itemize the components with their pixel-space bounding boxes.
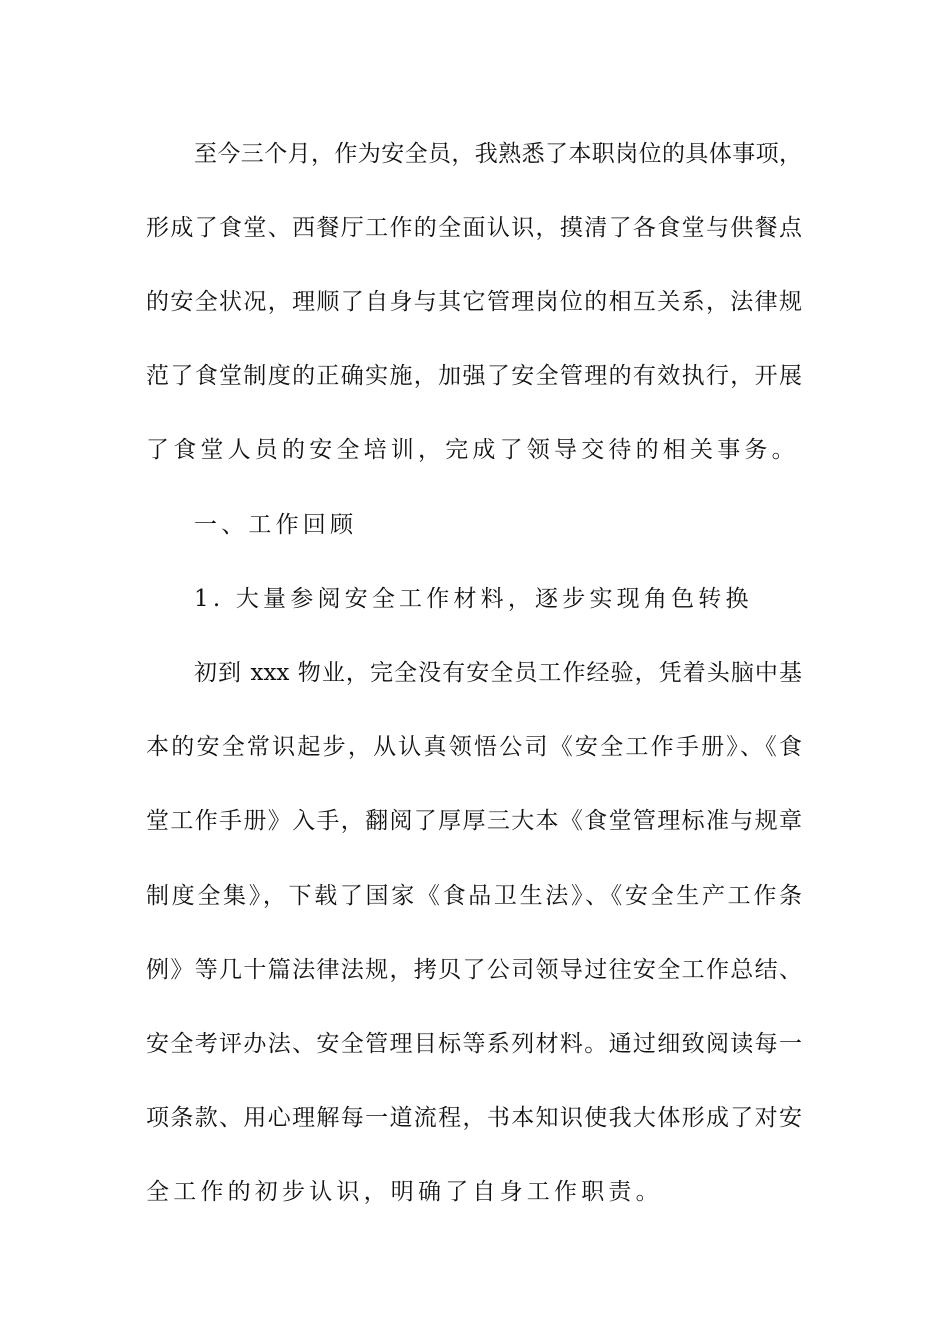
paragraph-1-line-2: 形成了食堂、西餐厅工作的全面认识，摸清了各食堂与供餐点 [146, 215, 802, 241]
paragraph-1-line-5: 了食堂人员的安全培训，完成了领导交待的相关事务。 [146, 437, 799, 463]
paragraph-1-line-3: 的安全状况，理顺了自身与其它管理岗位的相互关系，法律规 [146, 289, 802, 315]
paragraph-2-line-2: 本的安全常识起步，从认真领悟公司《安全工作手册》、《食 [146, 734, 802, 760]
paragraph-2-line-5: 例》等几十篇法律法规，拷贝了公司领导过往安全工作总结、 [146, 957, 802, 983]
paragraph-2-line-4: 制度全集》，下载了国家《食品卫生法》、《安全生产工作条 [146, 883, 802, 909]
paragraph-1-line-4: 范了食堂制度的正确实施，加强了安全管理的有效执行，开展 [146, 363, 802, 389]
paragraph-2-line-3: 堂工作手册》入手，翻阅了厚厚三大本《食堂管理标准与规章 [146, 808, 802, 834]
paragraph-2-line-6: 安全考评办法、安全管理目标等系列材料。通过细致阅读每一 [146, 1031, 802, 1057]
paragraph-1-line-1: 至今三个月，作为安全员，我熟悉了本职岗位的具体事项， [194, 141, 802, 167]
paragraph-2-line-1: 初到 xxx 物业，完全没有安全员工作经验，凭着头脑中基 [194, 660, 802, 686]
paragraph-2-line-8: 全工作的初步认识，明确了自身工作职责。 [146, 1179, 663, 1205]
section-heading: 一、工作回顾 [194, 512, 358, 538]
paragraph-2-line-7: 项条款、用心理解每一道流程，书本知识使我大体形成了对安 [146, 1105, 802, 1131]
subsection-heading: 1. 大量参阅安全工作材料，逐步实现角色转换 [194, 586, 753, 612]
